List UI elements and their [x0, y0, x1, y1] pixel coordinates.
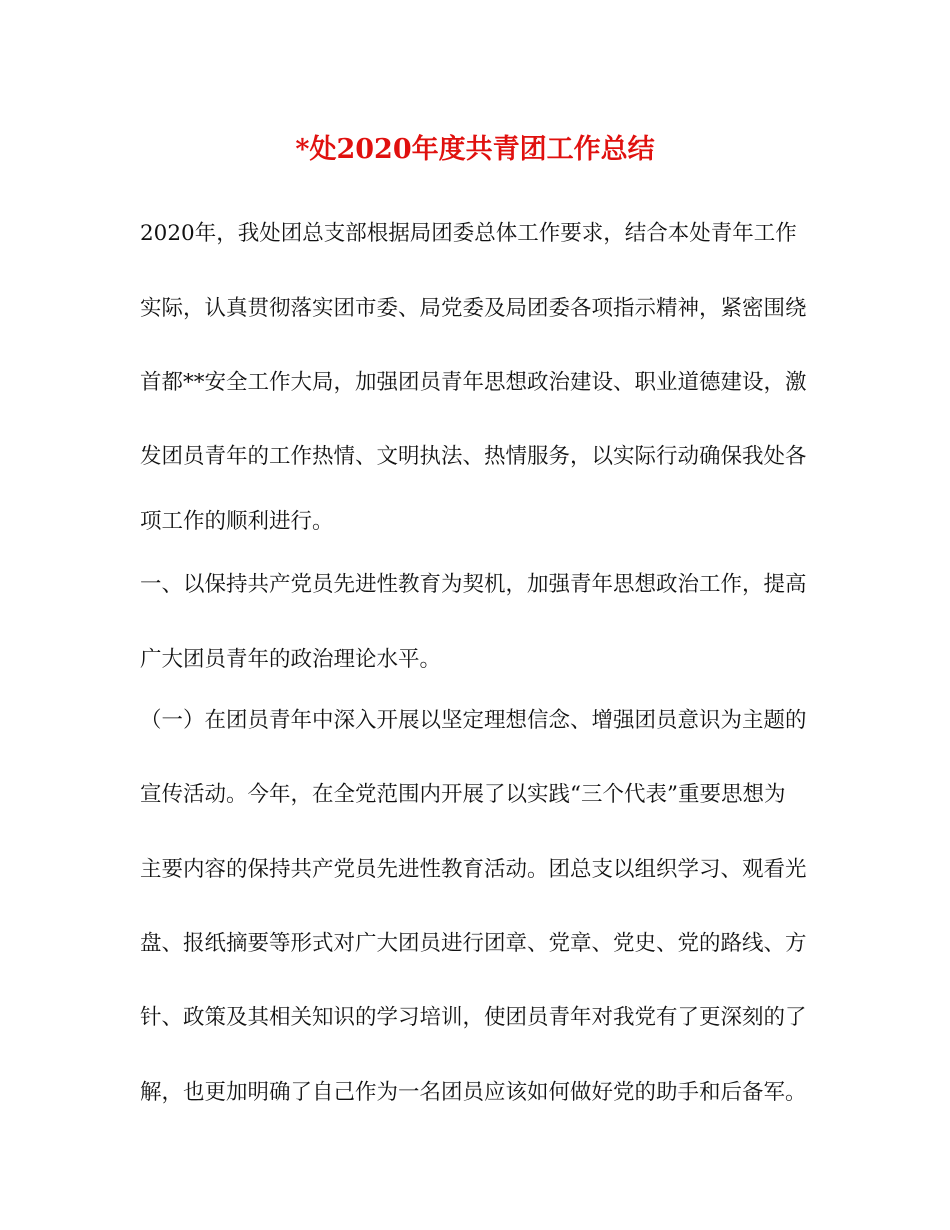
section-heading-line: 一、以保持共产党员先进性教育为契机，加强青年思想政治工作，提高 [140, 572, 807, 597]
document-title: *处2020年度共青团工作总结 [295, 134, 655, 165]
paragraph-line: 针、政策及其相关知识的学习培训，使团员青年对我党有了更深刻的了 [140, 1005, 807, 1030]
paragraph-line: 项工作的顺利进行。 [140, 509, 334, 534]
paragraph-line: （一）在团员青年中深入开展以坚定理想信念、增强团员意识为主题的 [140, 708, 807, 733]
paragraph-line: 实际，认真贯彻落实团市委、局党委及局团委各项指示精神，紧密围绕 [140, 296, 807, 321]
paragraph-line: 解，也更加明确了自己作为一名团员应该如何做好党的助手和后备军。 [140, 1080, 807, 1105]
paragraph-line: 首都**安全工作大局，加强团员青年思想政治建设、职业道德建设，激 [140, 370, 807, 395]
paragraph-line: 发团员青年的工作热情、文明执法、热情服务，以实际行动确保我处各 [140, 444, 807, 469]
paragraph-line: 宣传活动。今年，在全党范围内开展了以实践“三个代表”重要思想为 [140, 782, 786, 807]
section-heading-line: 广大团员青年的政治理论水平。 [140, 647, 442, 672]
paragraph-line: 盘、报纸摘要等形式对广大团员进行团章、党章、党史、党的路线、方 [140, 931, 807, 956]
paragraph-line: 2020年，我处团总支部根据局团委总体工作要求，结合本处青年工作 [140, 221, 797, 246]
paragraph-line: 主要内容的保持共产党员先进性教育活动。团总支以组织学习、观看光 [140, 857, 807, 882]
